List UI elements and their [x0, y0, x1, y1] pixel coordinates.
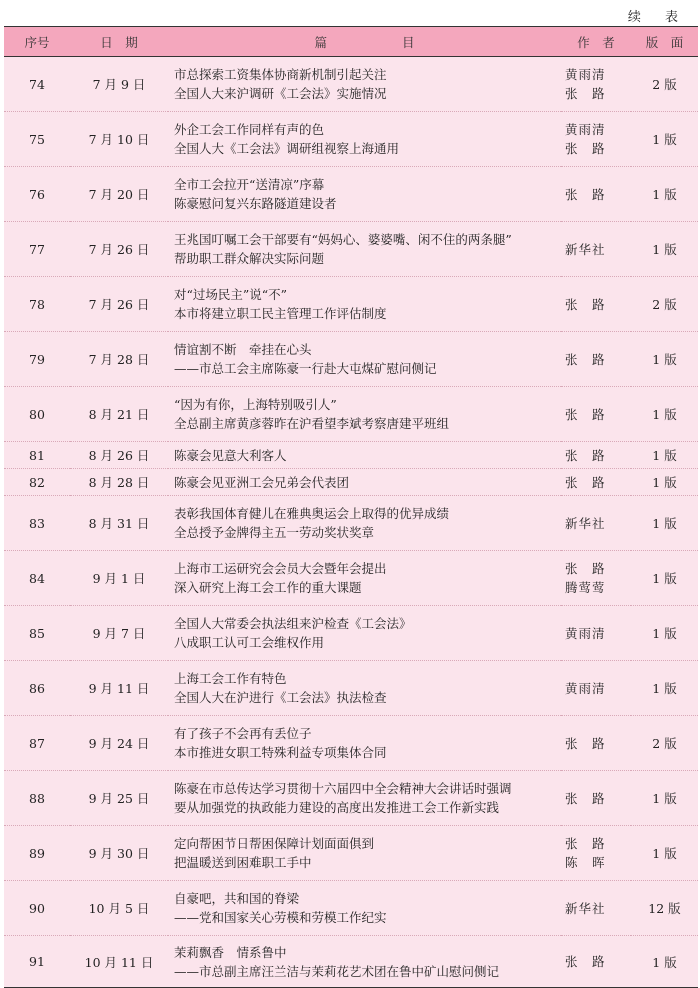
row-date: 9 月 11 日 — [70, 661, 168, 716]
row-page: 2 版 — [631, 716, 698, 771]
row-date: 7 月 26 日 — [70, 277, 168, 332]
title-line: ——党和国家关心劳模和劳模工作纪实 — [174, 910, 387, 925]
row-date: 9 月 24 日 — [70, 716, 168, 771]
table-header-row — [4, 27, 698, 57]
article-table — [4, 26, 698, 988]
row-number: 82 — [4, 469, 70, 496]
continued-label: 续 表 — [627, 10, 688, 25]
row-date: 10 月 11 日 — [70, 936, 168, 988]
title-line: 市总探索工资集体协商新机制引起关注 — [174, 67, 387, 82]
row-number: 76 — [4, 167, 70, 222]
title-line: 要从加强党的执政能力建设的高度出发推进工会工作新实践 — [174, 800, 500, 815]
row-author — [561, 277, 631, 332]
title-line: 全国人大《工会法》调研组视察上海通用 — [174, 141, 400, 156]
author-name: 黄雨清 — [565, 625, 606, 641]
row-number: 90 — [4, 881, 70, 936]
author-name: 张 路 — [565, 790, 606, 806]
title-line: 全国人大常委会执法组来沪检查《工会法》 — [174, 616, 412, 631]
row-author — [561, 496, 631, 551]
row-title — [168, 387, 561, 442]
table-row — [4, 716, 698, 771]
title-line: 全市工会拉开“送清凉”序幕 — [174, 177, 325, 192]
row-number: 85 — [4, 606, 70, 661]
row-number: 74 — [4, 57, 70, 112]
row-page: 1 版 — [631, 551, 698, 606]
title-line: 深入研究上海工会工作的重大课题 — [174, 580, 362, 595]
row-author — [561, 387, 631, 442]
row-number: 86 — [4, 661, 70, 716]
row-title — [168, 112, 561, 167]
table-row — [4, 222, 698, 277]
row-title — [168, 661, 561, 716]
row-title — [168, 716, 561, 771]
row-author — [561, 551, 631, 606]
author-name: 张 路 — [565, 86, 606, 101]
author-name: 张 路 — [565, 141, 606, 156]
author-name: 新华社 — [565, 241, 606, 257]
row-author — [561, 771, 631, 826]
row-page: 1 版 — [631, 606, 698, 661]
row-page: 1 版 — [631, 771, 698, 826]
title-line: ——市总工会主席陈豪一行赴大屯煤矿慰问侧记 — [174, 361, 437, 376]
row-page: 1 版 — [631, 167, 698, 222]
table-row — [4, 606, 698, 661]
row-number: 75 — [4, 112, 70, 167]
row-title — [168, 469, 561, 496]
row-number: 83 — [4, 496, 70, 551]
row-title — [168, 826, 561, 881]
title-line: 全总副主席黄彦蓉昨在沪看望李斌考察唐建平班组 — [174, 416, 450, 431]
title-line: 定向帮困节日帮困保障计划面面俱到 — [174, 836, 375, 851]
author-name: 张 路 — [565, 351, 606, 367]
row-date: 9 月 7 日 — [70, 606, 168, 661]
row-number: 89 — [4, 826, 70, 881]
row-number: 80 — [4, 387, 70, 442]
author-name: 张 路 — [565, 836, 606, 851]
row-number: 84 — [4, 551, 70, 606]
table-row — [4, 469, 698, 496]
header-author: 作 者 — [561, 27, 631, 57]
title-line: 全总授予金牌得主五一劳动奖状奖章 — [174, 525, 375, 540]
title-line: 上海工会工作有特色 — [174, 671, 287, 686]
author-name: 张 路 — [565, 474, 606, 490]
title-line: 全国人大在沪进行《工会法》执法检查 — [174, 690, 387, 705]
title-line: 陈豪会见亚洲工会兄弟会代表团 — [174, 474, 350, 490]
row-date: 7 月 20 日 — [70, 167, 168, 222]
title-line: 有了孩子不会再有丢位子 — [174, 726, 312, 741]
row-title — [168, 881, 561, 936]
author-name: 张 路 — [565, 735, 606, 751]
row-date: 9 月 25 日 — [70, 771, 168, 826]
header-num: 序号 — [4, 27, 70, 57]
table-row — [4, 387, 698, 442]
row-title — [168, 606, 561, 661]
row-author — [561, 661, 631, 716]
table-row — [4, 771, 698, 826]
row-title — [168, 936, 561, 988]
row-date: 8 月 31 日 — [70, 496, 168, 551]
row-page: 12 版 — [631, 881, 698, 936]
author-name: 腾莺莺 — [565, 580, 606, 595]
row-page: 1 版 — [631, 936, 698, 988]
row-title — [168, 496, 561, 551]
author-name: 张 路 — [565, 406, 606, 422]
table-row — [4, 496, 698, 551]
table-row — [4, 551, 698, 606]
row-author — [561, 716, 631, 771]
author-name: 黄雨清 — [565, 67, 606, 82]
row-title — [168, 222, 561, 277]
table-row — [4, 332, 698, 387]
author-name: 黄雨清 — [565, 122, 606, 137]
row-date: 7 月 26 日 — [70, 222, 168, 277]
author-name: 新华社 — [565, 515, 606, 531]
header-title: 篇 目 — [168, 27, 561, 57]
row-page: 1 版 — [631, 387, 698, 442]
header-page: 版 面 — [631, 27, 698, 57]
title-line: 本市推进女职工特殊利益专项集体合同 — [174, 745, 387, 760]
author-name: 张 路 — [565, 447, 606, 463]
row-date: 9 月 1 日 — [70, 551, 168, 606]
row-number: 87 — [4, 716, 70, 771]
table-row — [4, 826, 698, 881]
table-row — [4, 442, 698, 469]
title-line: 外企工会工作同样有声的色 — [174, 122, 325, 137]
title-line: 陈豪在市总传达学习贯彻十六届四中全会精神大会讲话时强调 — [174, 781, 512, 796]
row-title — [168, 332, 561, 387]
row-author — [561, 112, 631, 167]
author-name: 张 路 — [565, 561, 606, 576]
author-name: 新华社 — [565, 900, 606, 916]
row-title — [168, 277, 561, 332]
title-line: 帮助职工群众解决实际问题 — [174, 251, 325, 266]
row-page: 1 版 — [631, 222, 698, 277]
row-title — [168, 551, 561, 606]
row-author — [561, 442, 631, 469]
title-line: 陈豪慰问复兴东路隧道建设者 — [174, 196, 337, 211]
row-title — [168, 167, 561, 222]
title-line: 本市将建立职工民主管理工作评估制度 — [174, 306, 387, 321]
row-number: 88 — [4, 771, 70, 826]
header-date: 日 期 — [70, 27, 168, 57]
row-date: 8 月 28 日 — [70, 469, 168, 496]
title-line: “因为有你，上海特别吸引人” — [174, 397, 337, 412]
row-page: 1 版 — [631, 661, 698, 716]
row-date: 8 月 26 日 — [70, 442, 168, 469]
row-page: 1 版 — [631, 332, 698, 387]
author-name: 张 路 — [565, 296, 606, 312]
row-number: 77 — [4, 222, 70, 277]
row-author — [561, 881, 631, 936]
row-author — [561, 936, 631, 988]
row-author — [561, 332, 631, 387]
author-name: 张 路 — [565, 186, 606, 202]
table-row — [4, 936, 698, 988]
title-line: 对“过场民主”说“不” — [174, 287, 288, 302]
row-title — [168, 771, 561, 826]
row-date: 7 月 9 日 — [70, 57, 168, 112]
row-page: 1 版 — [631, 442, 698, 469]
row-title — [168, 57, 561, 112]
row-page: 1 版 — [631, 496, 698, 551]
title-line: 八成职工认可工会维权作用 — [174, 635, 325, 650]
title-line: ——市总副主席汪兰洁与茉莉花艺术团在鲁中矿山慰问侧记 — [174, 963, 500, 979]
table-row — [4, 57, 698, 112]
row-title — [168, 442, 561, 469]
author-name: 黄雨清 — [565, 680, 606, 696]
row-date: 7 月 10 日 — [70, 112, 168, 167]
row-author — [561, 826, 631, 881]
row-number: 79 — [4, 332, 70, 387]
row-author — [561, 469, 631, 496]
row-number: 81 — [4, 442, 70, 469]
table-row — [4, 167, 698, 222]
row-author — [561, 222, 631, 277]
row-page: 2 版 — [631, 277, 698, 332]
title-line: 陈豪会见意大利客人 — [174, 447, 287, 463]
title-line: 全国人大来沪调研《工会法》实施情况 — [174, 86, 387, 101]
author-name: 陈 晖 — [565, 855, 606, 870]
row-page: 1 版 — [631, 826, 698, 881]
row-date: 7 月 28 日 — [70, 332, 168, 387]
row-date: 9 月 30 日 — [70, 826, 168, 881]
row-page: 1 版 — [631, 469, 698, 496]
row-author — [561, 606, 631, 661]
row-author — [561, 167, 631, 222]
title-line: 把温暖送到困难职工手中 — [174, 855, 312, 870]
table-row — [4, 881, 698, 936]
row-page: 1 版 — [631, 112, 698, 167]
title-line: 自豪吧，共和国的脊梁 — [174, 891, 300, 906]
title-line: 表彰我国体育健儿在雅典奥运会上取得的优异成绩 — [174, 506, 450, 521]
row-page: 2 版 — [631, 57, 698, 112]
row-date: 10 月 5 日 — [70, 881, 168, 936]
row-number: 91 — [4, 936, 70, 988]
title-line: 茉莉飘香 情系鲁中 — [174, 944, 287, 960]
title-line: 情谊割不断 牵挂在心头 — [174, 342, 312, 357]
row-author — [561, 57, 631, 112]
row-number: 78 — [4, 277, 70, 332]
table-row — [4, 277, 698, 332]
author-name: 张 路 — [565, 954, 606, 969]
row-date: 8 月 21 日 — [70, 387, 168, 442]
title-line: 上海市工运研究会会员大会暨年会提出 — [174, 561, 387, 576]
table-row — [4, 661, 698, 716]
table-row — [4, 112, 698, 167]
title-line: 王兆国叮嘱工会干部要有“妈妈心、婆婆嘴、闲不住的两条腿” — [174, 232, 512, 247]
